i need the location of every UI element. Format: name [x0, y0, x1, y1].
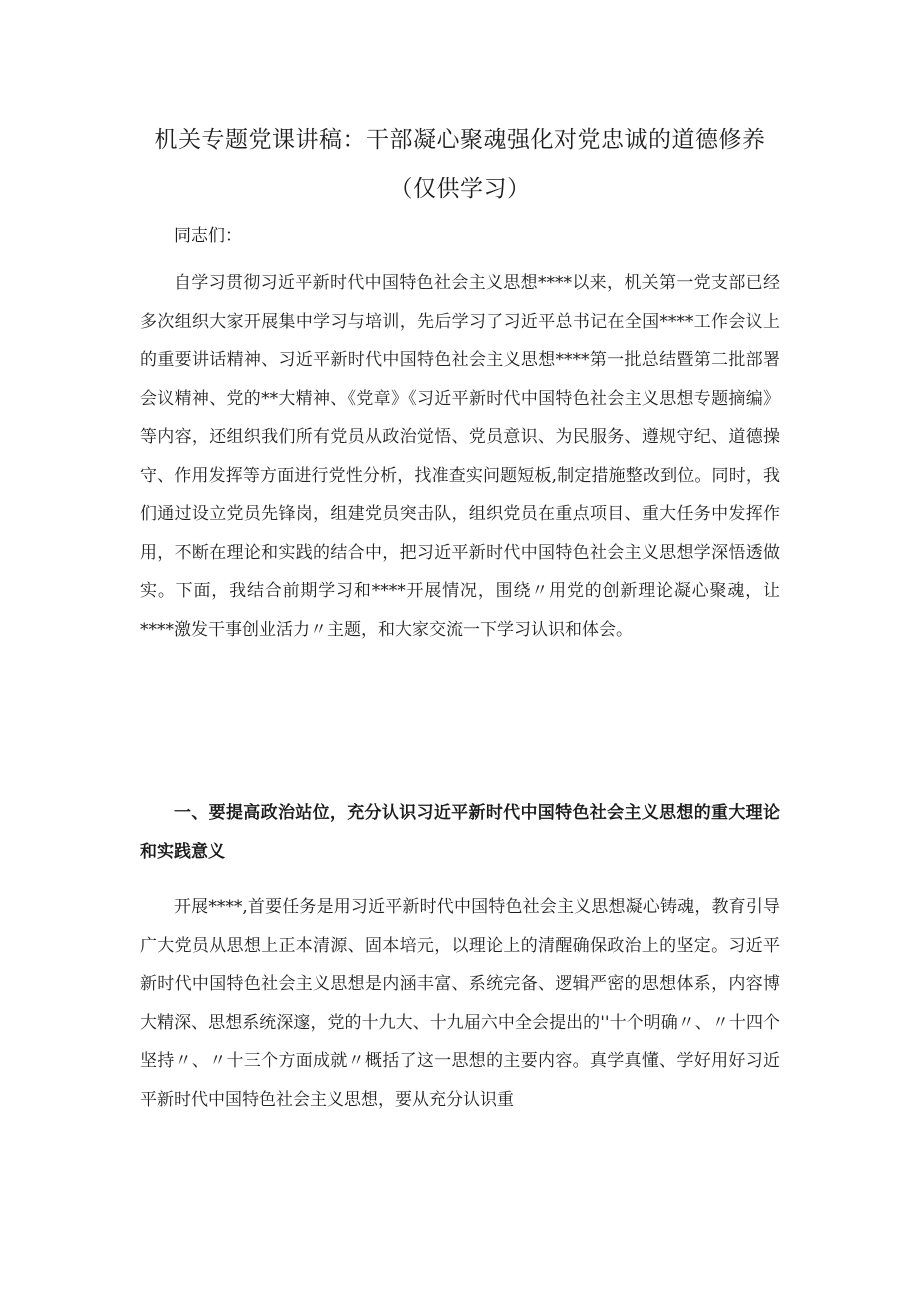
- document-title: 机关专题党课讲稿：干部凝心聚魂强化对党忠诚的道德修养: [154, 127, 766, 153]
- document-subtitle: （仅供学习）: [389, 176, 531, 202]
- body-section-intro: [140, 264, 780, 649]
- salutation: 同志们：: [174, 226, 242, 246]
- section-heading-1: 一、要提高政治站位，充分认识习近平新时代中国特色社会主义思想的重大理论和实践意义: [140, 803, 780, 862]
- paragraph-section-1: 开展****,首要任务是用习近平新时代中国特色社会主义思想凝心铸魂，教育引导广大党员从思想上正本清源、固本培元，以理论上的清醒确保政治上的坚定。习近平新时代中国特色社会主义思想是内涵丰富、系统完备、逻辑严密的思想体系，内容博大精深、思想系统深邃，党的十九大、十九届六中全会提出的''十个明确〃、〃十四个坚持〃、〃十三个方面成就〃概括了这一思想的主要内容。真学真懂、学好用好习近平新时代中国特色社会主义思想，要从充分认识重: [140, 897, 780, 1110]
- body-section-1: [140, 888, 780, 1119]
- paragraph-intro: 自学习贯彻习近平新时代中国特色社会主义思想****以来，机关第一党支部已经多次组织大家开展集中学习与培训，先后学习了习近平总书记在全国****工作会议上的重要讲话精神、习近平新时代中国特色社会主义思想****第一批总结暨第二批部署会议精神、党的**大精神、《党章》《习近平新时代中国特色社会主义思想专题摘编》等内容，还组织我们所有党员从政治觉悟、党员意识、为民服务、遵规守纪、道德操守、作用发挥等方面进行党性分析，找准查实问题短板,制定措施整改到位。同时，我们通过设立党员先锋岗，组建党员突击队，组织党员在重点项目、重大任务中发挥作用，不断在理论和实践的结合中，把习近平新时代中国特色社会主义思想学深悟透做实。下面，我结合前期学习和****开展情况，围绕〃用党的创新理论凝心聚魂，让****激发干事创业活力〃主题，和大家交流一下学习认识和体会。: [140, 273, 780, 640]
